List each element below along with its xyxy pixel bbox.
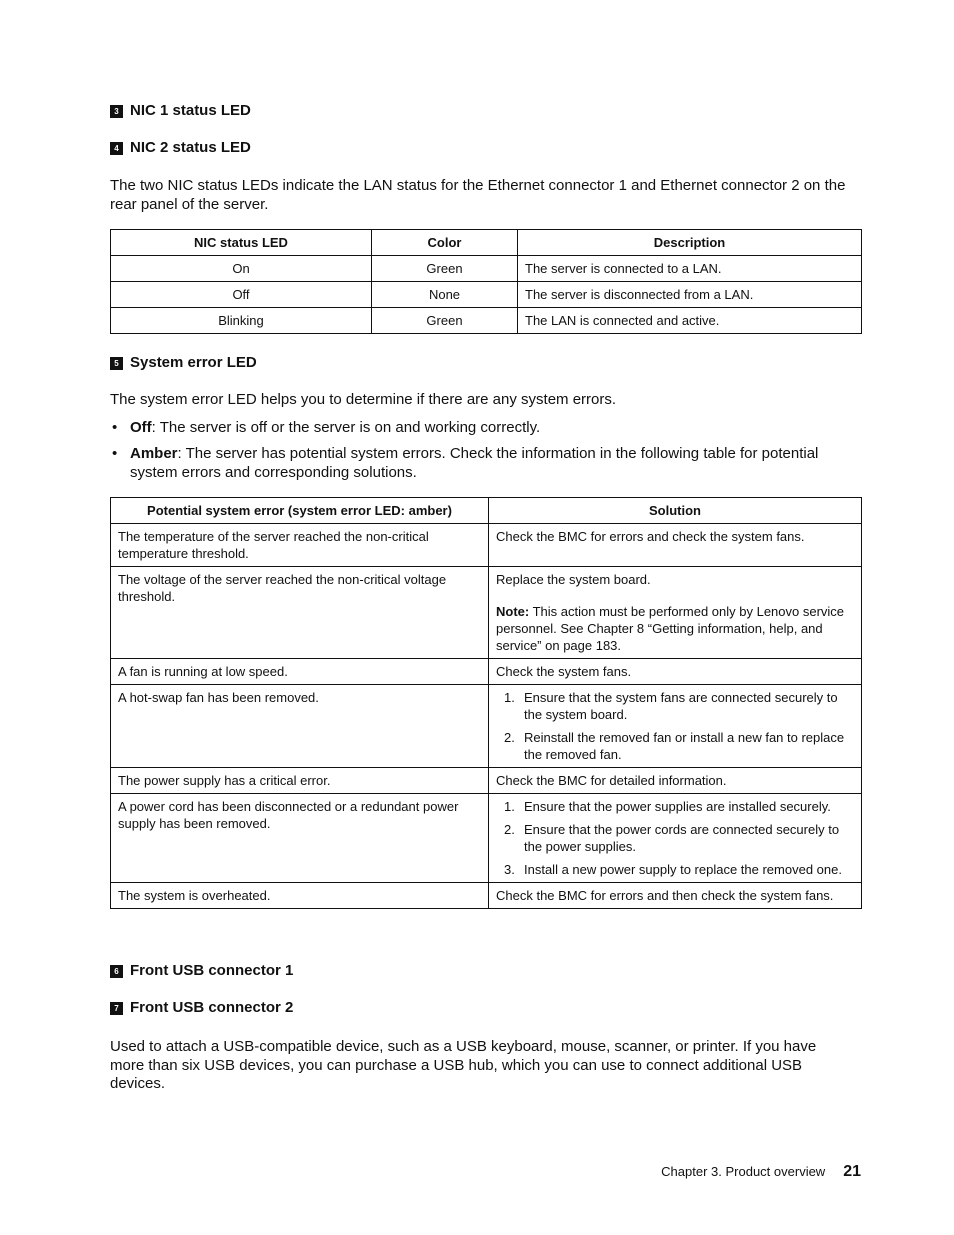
- table-cell: On: [111, 256, 372, 282]
- table-row: [111, 308, 862, 334]
- table-header-cell: Potential system error (system error LED: amber): [111, 498, 489, 524]
- table-row: [111, 794, 862, 883]
- table-header-row: [111, 230, 862, 256]
- table-cell: Off: [111, 282, 372, 308]
- callout-badge: 5: [110, 357, 123, 370]
- list-item: 1. Ensure that the system fans are connected securely to the system board.: [504, 690, 838, 722]
- table-row: [111, 282, 862, 308]
- bullet-text: : The server has potential system errors. Check the information in the following table for potential system errors and corresponding solutions.: [130, 445, 819, 481]
- list-item: 2. Reinstall the removed fan or install a new fan to replace the removed fan.: [504, 730, 845, 762]
- step-text: Ensure that the system fans are connected securely to the system board.: [524, 690, 838, 722]
- error-cell: The system is overheated.: [111, 883, 489, 909]
- bullet-term: Off: [130, 419, 152, 436]
- table-header-cell: Description: [518, 230, 862, 256]
- system-error-intro: The system error LED helps you to determine if there are any system errors.: [110, 391, 617, 408]
- bullet-term: Amber: [130, 445, 178, 462]
- table-cell: Green: [372, 308, 518, 334]
- error-cell: The temperature of the server reached the non-critical temperature threshold.: [111, 524, 489, 567]
- table-row: [111, 567, 862, 659]
- step-text: Reinstall the removed fan or install a new fan to replace the removed fan.: [524, 730, 845, 762]
- table-cell: None: [372, 282, 518, 308]
- table-row: [111, 256, 862, 282]
- heading-nic2: [110, 139, 251, 156]
- list-item: 1. Ensure that the power supplies are installed securely.: [504, 799, 831, 814]
- solution-text: Replace the system board.: [496, 572, 651, 587]
- table-header-cell: Color: [372, 230, 518, 256]
- table-cell: The server is connected to a LAN.: [518, 256, 862, 282]
- table-row: [111, 883, 862, 909]
- heading-system-error: [110, 354, 257, 371]
- solution-cell: Check the BMC for errors and check the system fans.: [489, 524, 862, 567]
- table-header-cell: NIC status LED: [111, 230, 372, 256]
- solution-steps: [496, 689, 854, 763]
- table-cell: Blinking: [111, 308, 372, 334]
- table-row: [111, 659, 862, 685]
- error-cell: The power supply has a critical error.: [111, 768, 489, 794]
- bullet-icon: •: [112, 445, 118, 462]
- callout-badge: 4: [110, 142, 123, 155]
- heading-text: NIC 2 status LED: [130, 139, 251, 156]
- table-row: [111, 685, 862, 768]
- note-text: This action must be performed only by Lenovo service personnel. See Chapter 8 “Getting information, help, and service” on page 183.: [496, 604, 845, 653]
- solution-cell: Check the BMC for errors and then check the system fans.: [489, 883, 862, 909]
- callout-badge: 7: [110, 1002, 123, 1015]
- error-cell: The voltage of the server reached the non-critical voltage threshold.: [111, 567, 489, 659]
- table-cell: Green: [372, 256, 518, 282]
- table-row: [111, 768, 862, 794]
- list-item: 3. Install a new power supply to replace the removed one.: [504, 862, 842, 877]
- nic-intro-paragraph: The two NIC status LEDs indicate the LAN status for the Ethernet connector 1 and Ethernet connector 2 on the rear panel of the server.: [110, 177, 846, 213]
- error-cell: A power cord has been disconnected or a redundant power supply has been removed.: [111, 794, 489, 883]
- solution-cell: [489, 567, 862, 659]
- page-number: 21: [843, 1163, 861, 1180]
- solution-steps: [496, 798, 854, 878]
- bullet-text: : The server is off or the server is on and working correctly.: [151, 419, 541, 436]
- table-cell: The server is disconnected from a LAN.: [518, 282, 862, 308]
- solution-cell: [489, 685, 862, 768]
- error-cell: A hot-swap fan has been removed.: [111, 685, 489, 768]
- table-header-row: [111, 498, 862, 524]
- nic-status-table: [110, 229, 862, 334]
- bullet-icon: •: [112, 419, 118, 436]
- heading-text: NIC 1 status LED: [130, 102, 251, 119]
- heading-nic1: [110, 102, 251, 119]
- heading-usb2: [110, 999, 293, 1016]
- heading-text: Front USB connector 1: [130, 962, 294, 979]
- callout-badge: 6: [110, 965, 123, 978]
- callout-badge: 3: [110, 105, 123, 118]
- note-paragraph: [496, 603, 854, 654]
- list-item: [110, 445, 862, 482]
- page-footer: [661, 1163, 861, 1181]
- solution-cell: Check the BMC for detailed information.: [489, 768, 862, 794]
- step-text: Install a new power supply to replace the removed one.: [524, 862, 842, 877]
- table-cell: The LAN is connected and active.: [518, 308, 862, 334]
- list-item: [110, 419, 862, 438]
- note-label: Note:: [496, 604, 530, 619]
- usb-paragraph: Used to attach a USB-compatible device, such as a USB keyboard, mouse, scanner, or printer. If you have more than six USB devices, you can purchase a USB hub, which you can use to connect additional USB devices.: [110, 1038, 817, 1092]
- list-item: 2. Ensure that the power cords are connected securely to the power supplies.: [504, 822, 840, 854]
- error-cell: A fan is running at low speed.: [111, 659, 489, 685]
- footer-chapter: Chapter 3. Product overview: [661, 1164, 826, 1179]
- heading-text: Front USB connector 2: [130, 999, 294, 1016]
- table-row: [111, 524, 862, 567]
- heading-usb1: [110, 962, 293, 979]
- heading-text: System error LED: [130, 354, 257, 371]
- system-error-table: [110, 497, 862, 909]
- solution-cell: Check the system fans.: [489, 659, 862, 685]
- solution-cell: [489, 794, 862, 883]
- step-text: Ensure that the power cords are connected securely to the power supplies.: [524, 822, 840, 854]
- step-text: Ensure that the power supplies are installed securely.: [524, 799, 831, 814]
- table-header-cell: Solution: [489, 498, 862, 524]
